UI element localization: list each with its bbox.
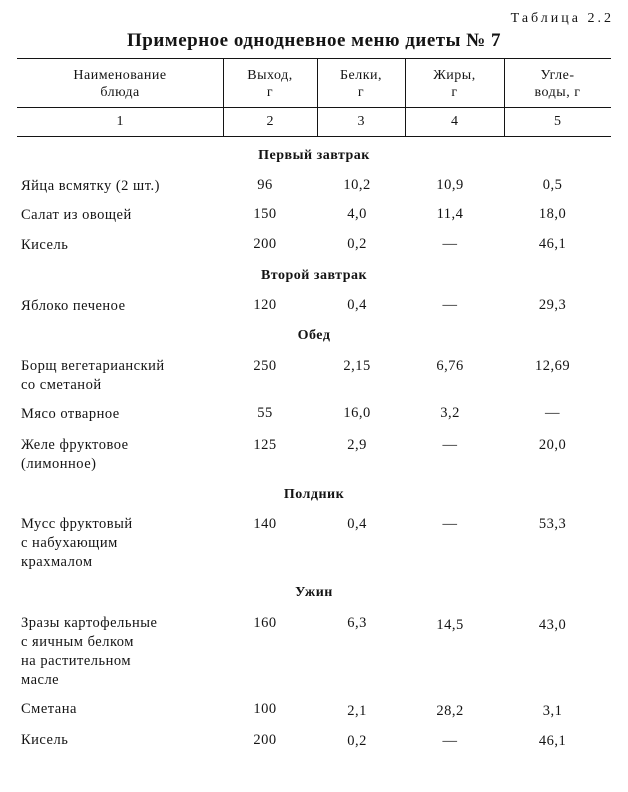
- dish-name: Кисель: [21, 732, 69, 748]
- dish-fat: 14,5: [436, 617, 464, 633]
- dish-output: 96: [257, 177, 273, 193]
- header-output: Выход, г: [247, 68, 293, 100]
- dish-carbs: 53,3: [538, 516, 567, 532]
- section-title: Обед: [297, 328, 331, 343]
- table-caption: Таблица 2.2: [510, 11, 614, 26]
- dish-name: Зразы картофельные с яичным белком на растительном масле: [21, 615, 158, 688]
- dish-protein: 0,2: [347, 236, 367, 252]
- dish-carbs: 46,1: [538, 733, 567, 749]
- column-number: 3: [357, 114, 365, 129]
- header-bottom-rule: [17, 136, 611, 137]
- column-number: 1: [116, 114, 124, 129]
- dish-carbs: 20,0: [538, 437, 567, 453]
- dish-name: Борщ вегетарианский со сметаной: [21, 358, 165, 393]
- dish-fat: —: [442, 236, 458, 252]
- dish-carbs: 3,1: [542, 703, 563, 719]
- dish-fat: —: [442, 437, 458, 453]
- dish-carbs: 29,3: [538, 297, 567, 313]
- dish-name: Сметана: [21, 701, 77, 717]
- dish-carbs: 43,0: [538, 617, 567, 633]
- dish-fat: —: [442, 516, 458, 532]
- dish-protein: 10,2: [343, 177, 371, 193]
- dish-name: Желе фруктовое (лимонное): [21, 437, 129, 472]
- dish-fat: 3,2: [440, 405, 460, 421]
- dish-protein: 0,4: [347, 297, 367, 313]
- dish-output: 140: [253, 516, 277, 532]
- header-protein: Белки, г: [339, 68, 383, 100]
- dish-protein: 0,4: [347, 516, 367, 532]
- section-title: Первый завтрак: [258, 148, 370, 163]
- dish-protein: 2,9: [347, 437, 367, 453]
- dish-output: 200: [253, 236, 277, 252]
- dish-name: Кисель: [21, 237, 69, 253]
- dish-name: Мусс фруктовый с набухающим крахмалом: [21, 516, 133, 570]
- dish-output: 160: [253, 615, 277, 631]
- dish-fat: —: [442, 297, 458, 313]
- dish-protein: 16,0: [343, 405, 371, 421]
- header-carbs: Угле- воды, г: [534, 68, 581, 100]
- dish-name: Салат из овощей: [21, 207, 132, 223]
- table-title: Примерное однодневное меню диеты № 7: [126, 30, 502, 51]
- column-number: 4: [451, 114, 458, 129]
- column-number: 5: [554, 114, 561, 129]
- column-number: 2: [266, 114, 274, 129]
- header-top-rule: [17, 58, 611, 59]
- dish-protein: 0,2: [347, 733, 367, 749]
- header-dish-name: Наименование блюда: [73, 68, 167, 100]
- section-title: Полдник: [283, 487, 345, 502]
- dish-protein: 6,3: [347, 615, 367, 631]
- dish-carbs: —: [545, 405, 560, 421]
- dish-carbs: 12,69: [534, 358, 571, 374]
- dish-output: 250: [253, 358, 277, 374]
- dish-protein: 2,1: [347, 703, 367, 719]
- dish-fat: 10,9: [436, 177, 464, 193]
- header-fat: Жиры, г: [433, 68, 476, 100]
- dish-output: 200: [253, 732, 277, 748]
- dish-protein: 4,0: [347, 206, 367, 222]
- dish-name: Мясо отварное: [21, 406, 120, 422]
- dish-output: 120: [253, 297, 277, 313]
- section-title: Ужин: [295, 585, 333, 600]
- header-mid-rule: [17, 107, 611, 108]
- dish-protein: 2,15: [343, 358, 371, 374]
- dish-carbs: 0,5: [542, 177, 563, 193]
- dish-output: 55: [257, 405, 273, 421]
- dish-output: 100: [253, 701, 277, 717]
- dish-fat: 6,76: [436, 358, 464, 374]
- dish-carbs: 18,0: [538, 206, 567, 222]
- dish-name: Яблоко печеное: [21, 298, 126, 314]
- dish-fat: 11,4: [436, 206, 464, 222]
- dish-output: 150: [253, 206, 277, 222]
- dish-fat: 28,2: [436, 703, 464, 719]
- dish-name: Яйца всмятку (2 шт.): [21, 178, 160, 194]
- dish-fat: —: [442, 733, 458, 749]
- dish-output: 125: [253, 437, 277, 453]
- section-title: Второй завтрак: [260, 268, 368, 283]
- dish-carbs: 46,1: [538, 236, 567, 252]
